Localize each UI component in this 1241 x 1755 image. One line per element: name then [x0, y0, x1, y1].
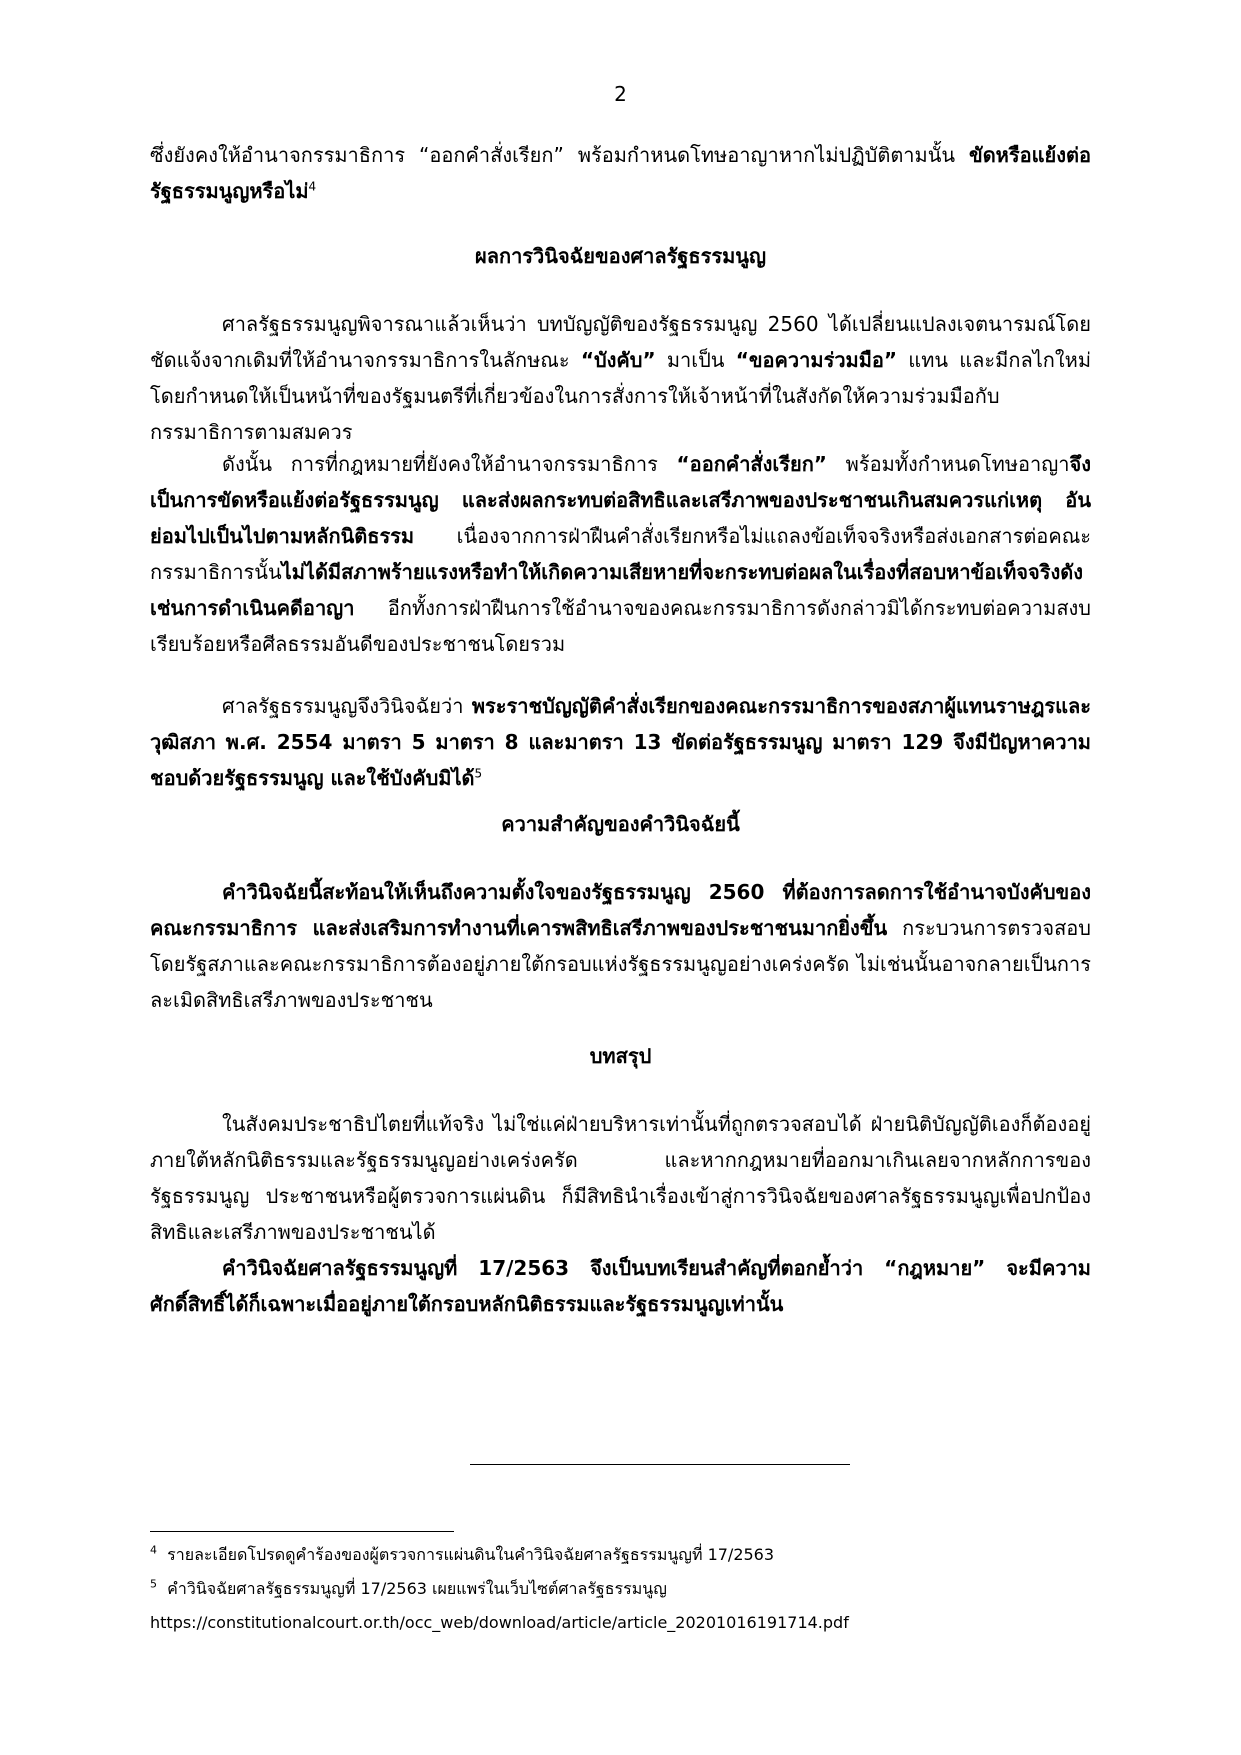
- paragraph-ruling-intent: ศาลรัฐธรรมนูญพิจารณาแล้วเห็นว่า บทบัญญัติของรัฐธรรมนูญ 2560 ได้เปลี่ยนแปลงเจตนารมณ์โดยชัดแจ้งจากเดิมที่ให้อำนาจกรรมาธิการในลักษณะ “บังคับ” มาเป็น “ขอความร่วมมือ” แทน และมีกลไกใหม่โดยกำหนดให้เป็นหน้าที่ของรัฐมนตรีที่เกี่ยวข้องในการสั่งการให้เจ้าหน้าที่ในสังกัดให้ความร่วมมือกับกรรมาธิการตามสมควร: [150, 312, 1092, 444]
- intro-text: ซึ่งยังคงให้อำนาจกรรมาธิการ “ออกคำสั่งเรียก” พร้อมกำหนดโทษอาญาหากไม่ปฏิบัติตามนั้น: [150, 143, 970, 167]
- footnote-5: $^5$ คำวินิจฉัยศาลรัฐธรรมนูญที่ 17/2563 เผยแพร่ในเว็บไซต์ศาลรัฐธรรมนูญ: [150, 1577, 667, 1598]
- intro-bold: ขัดหรือแย้งต่อรัฐธรรมนูญหรือไม่: [150, 143, 1091, 203]
- footnote-ref-5: 5: [474, 766, 483, 781]
- paragraph-conclusion-emphasis: คำวินิจฉัยศาลรัฐธรรมนูญที่ 17/2563 จึงเป็นบทเรียนสำคัญที่ตอกย้ำว่า “กฎหมาย” จะมีความศักดิ์สิทธิ์ได้ก็เฉพาะเมื่ออยู่ภายใต้กรอบหลักนิติธรรมและรัฐธรรมนูญเท่านั้น: [150, 1256, 1091, 1316]
- intro-paragraph: [150, 137, 1091, 209]
- footnote-ref-4: 4: [308, 179, 317, 194]
- section-heading-conclusion: บทสรุป: [589, 1044, 652, 1068]
- section-divider: [470, 1464, 850, 1465]
- footnote-url: https://constitutionalcourt.or.th/occ_web/download/article/article_20201016191714.pdf: [150, 1613, 849, 1632]
- section-heading-ruling: ผลการวินิจฉัยของศาลรัฐธรรมนูญ: [474, 244, 766, 268]
- paragraph-significance: คำวินิจฉัยนี้สะท้อนให้เห็นถึงความตั้งใจของรัฐธรรมนูญ 2560 ที่ต้องการลดการใช้อำนาจบังคับของคณะกรรมาธิการ และส่งเสริมการทำงานที่เคารพสิทธิเสรีภาพของประชาชนมากยิ่งขึ้น กระบวนการตรวจสอบโดยรัฐสภาและคณะกรรมาธิการต้องอยู่ภายใต้กรอบแห่งรัฐธรรมนูญอย่างเคร่งครัด ไม่เช่นนั้นอาจกลายเป็นการละเมิดสิทธิเสรีภาพของประชาชน: [150, 880, 1091, 1012]
- page-number: 2: [614, 82, 627, 106]
- section-heading-significance: ความสำคัญของคำวินิจฉัยนี้: [501, 812, 740, 836]
- paragraph-ruling-decision: ศาลรัฐธรรมนูญจึงวินิจฉัยว่า พระราชบัญญัติคำสั่งเรียกของคณะกรรมาธิการของสภาผู้แทนราษฎรและวุฒิสภา พ.ศ. 2554 มาตรา 5 มาตรา 8 และมาตรา 13 ขัดต่อรัฐธรรมนูญ มาตรา 129 จึงมีปัญหาความชอบด้วยรัฐธรรมนูญ และใช้บังคับมิได้$^5$: [150, 694, 1091, 790]
- paragraph-conclusion: ในสังคมประชาธิปไตยที่แท้จริง ไม่ใช่แค่ฝ่ายบริหารเท่านั้นที่ถูกตรวจสอบได้ ฝ่ายนิติบัญญัติเองก็ต้องอยู่ภายใต้หลักนิติธรรมและรัฐธรรมนูญอย่างเคร่งครัด และหากกฎหมายที่ออกมาเกินเลยจากหลักการของรัฐธรรมนูญ ประชาชนหรือผู้ตรวจการแผ่นดิน ก็มีสิทธินำเรื่องเข้าสู่การวินิจฉัยของศาลรัฐธรรมนูญเพื่อปกป้องสิทธิและเสรีภาพของประชาชนได้: [150, 1112, 1091, 1244]
- footnote-rule: [150, 1531, 454, 1532]
- paragraph-ruling-reason: ดังนั้น การที่กฎหมายที่ยังคงให้อำนาจกรรมาธิการ “ออกคำสั่งเรียก” พร้อมทั้งกำหนดโทษอาญาจึงเป็นการขัดหรือแย้งต่อรัฐธรรมนูญ และส่งผลกระทบต่อสิทธิและเสรีภาพของประชาชนเกินสมควรแก่เหตุ อันย่อมไปเป็นไปตามหลักนิติธรรม เนื่องจากการฝ่าฝืนคำสั่งเรียกหรือไม่แถลงข้อเท็จจริงหรือส่งเอกสารต่อคณะกรรมาธิการนั้นไม่ได้มีสภาพร้ายแรงหรือทำให้เกิดความเสียหายที่จะกระทบต่อผลในเรื่องที่สอบหาข้อเท็จจริงดังเช่นการดำเนินคดีอาญา อีกทั้งการฝ่าฝืนการใช้อำนาจของคณะกรรมาธิการดังกล่าวมิได้กระทบต่อความสงบเรียบร้อยหรือศีลธรรมอันดีของประชาชนโดยรวม: [150, 452, 1092, 656]
- footnote-4: $^4$ รายละเอียดโปรดดูคำร้องของผู้ตรวจการแผ่นดินในคำวินิจฉัยศาลรัฐธรรมนูญที่ 17/2563: [150, 1543, 775, 1564]
